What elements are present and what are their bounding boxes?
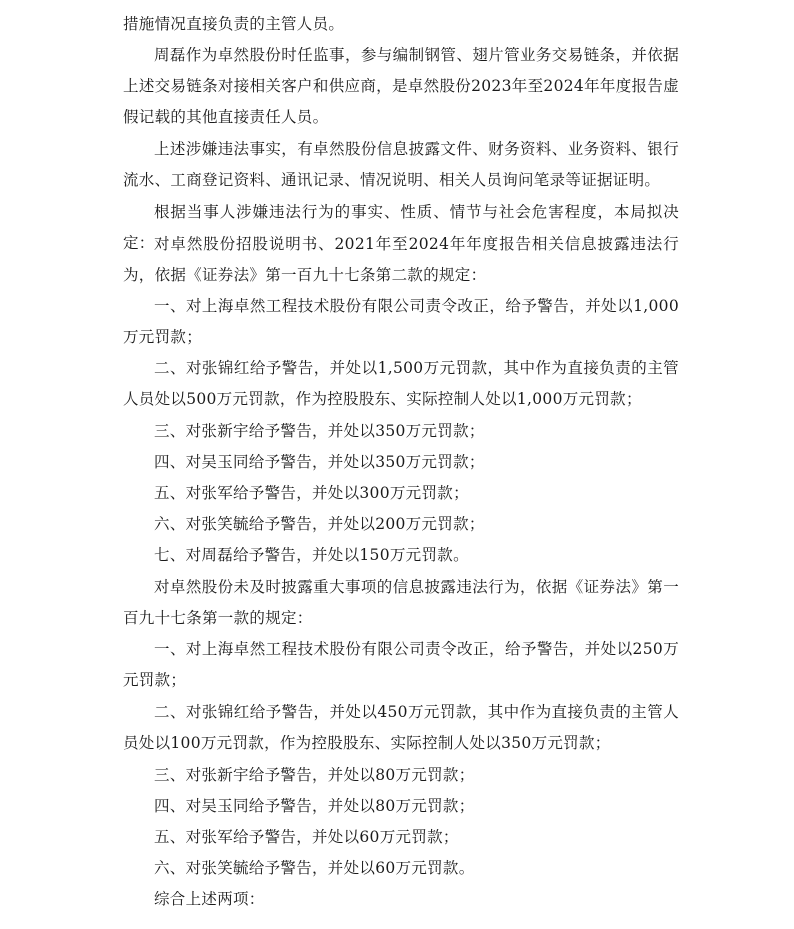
paragraph-5: 对卓然股份招股说明书、2021年至2024年年度报告相关信息披露违法行为，依据《证券法》第一百九十七条第二款的规定： xyxy=(123,235,679,284)
paragraph-1: 措施情况直接负责的主管人员。 xyxy=(123,15,345,33)
paragraph-9: 四、对吴玉同给予警告，并处以350万元罚款； xyxy=(154,453,485,471)
paragraph-7: 二、对张锦红给予警告，并处以1,500万元罚款，其中作为直接负责的主管人员处以500万元罚款，作为控股股东、实际控制人处以1,000万元罚款； xyxy=(123,359,679,408)
paragraph-6: 一、对上海卓然工程技术股份有限公司责令改正，给予警告，并处以1,000万元罚款； xyxy=(123,297,679,346)
paragraph-3: 上述涉嫌违法事实，有卓然股份信息披露文件、财务资料、业务资料、银行流水、工商登记资料、通讯记录、情况说明、相关人员询问笔录等证据证明。 xyxy=(123,140,679,189)
paragraph-17: 四、对吴玉同给予警告，并处以80万元罚款； xyxy=(154,797,475,815)
paragraph-16: 三、对张新宇给予警告，并处以80万元罚款； xyxy=(154,766,475,784)
paragraph-18: 五、对张军给予警告，并处以60万元罚款； xyxy=(154,828,459,846)
paragraph-14: 一、对上海卓然工程技术股份有限公司责令改正，给予警告，并处以250万元罚款； xyxy=(123,640,679,689)
paragraph-10: 五、对张军给予警告，并处以300万元罚款； xyxy=(154,484,469,502)
paragraph-13: 对卓然股份未及时披露重大事项的信息披露违法行为，依据《证券法》第一百九十七条第一款的规定： xyxy=(123,578,679,627)
paragraph-2: 周磊作为卓然股份时任监事，参与编制钢管、翅片管业务交易链条，并依据上述交易链条对接相关客户和供应商，是卓然股份2023年至2024年年度报告虚假记载的其他直接责任人员。 xyxy=(123,46,679,126)
paragraph-12: 七、对周磊给予警告，并处以150万元罚款。 xyxy=(154,546,469,564)
paragraph-8: 三、对张新宇给予警告，并处以350万元罚款； xyxy=(154,422,485,440)
paragraph-20: 综合上述两项： xyxy=(154,890,265,908)
paragraph-15: 二、对张锦红给予警告，并处以450万元罚款，其中作为直接负责的主管人员处以100万元罚款，作为控股股东、实际控制人处以350万元罚款； xyxy=(123,703,679,752)
paragraph-11: 六、对张笑毓给予警告，并处以200万元罚款； xyxy=(154,515,485,533)
paragraph-19: 六、对张笑毓给予警告，并处以60万元罚款。 xyxy=(154,859,475,877)
paragraph-4: 根据当事人涉嫌违法行为的事实、性质、情节与社会危害程度，本局拟决定： xyxy=(123,203,679,252)
